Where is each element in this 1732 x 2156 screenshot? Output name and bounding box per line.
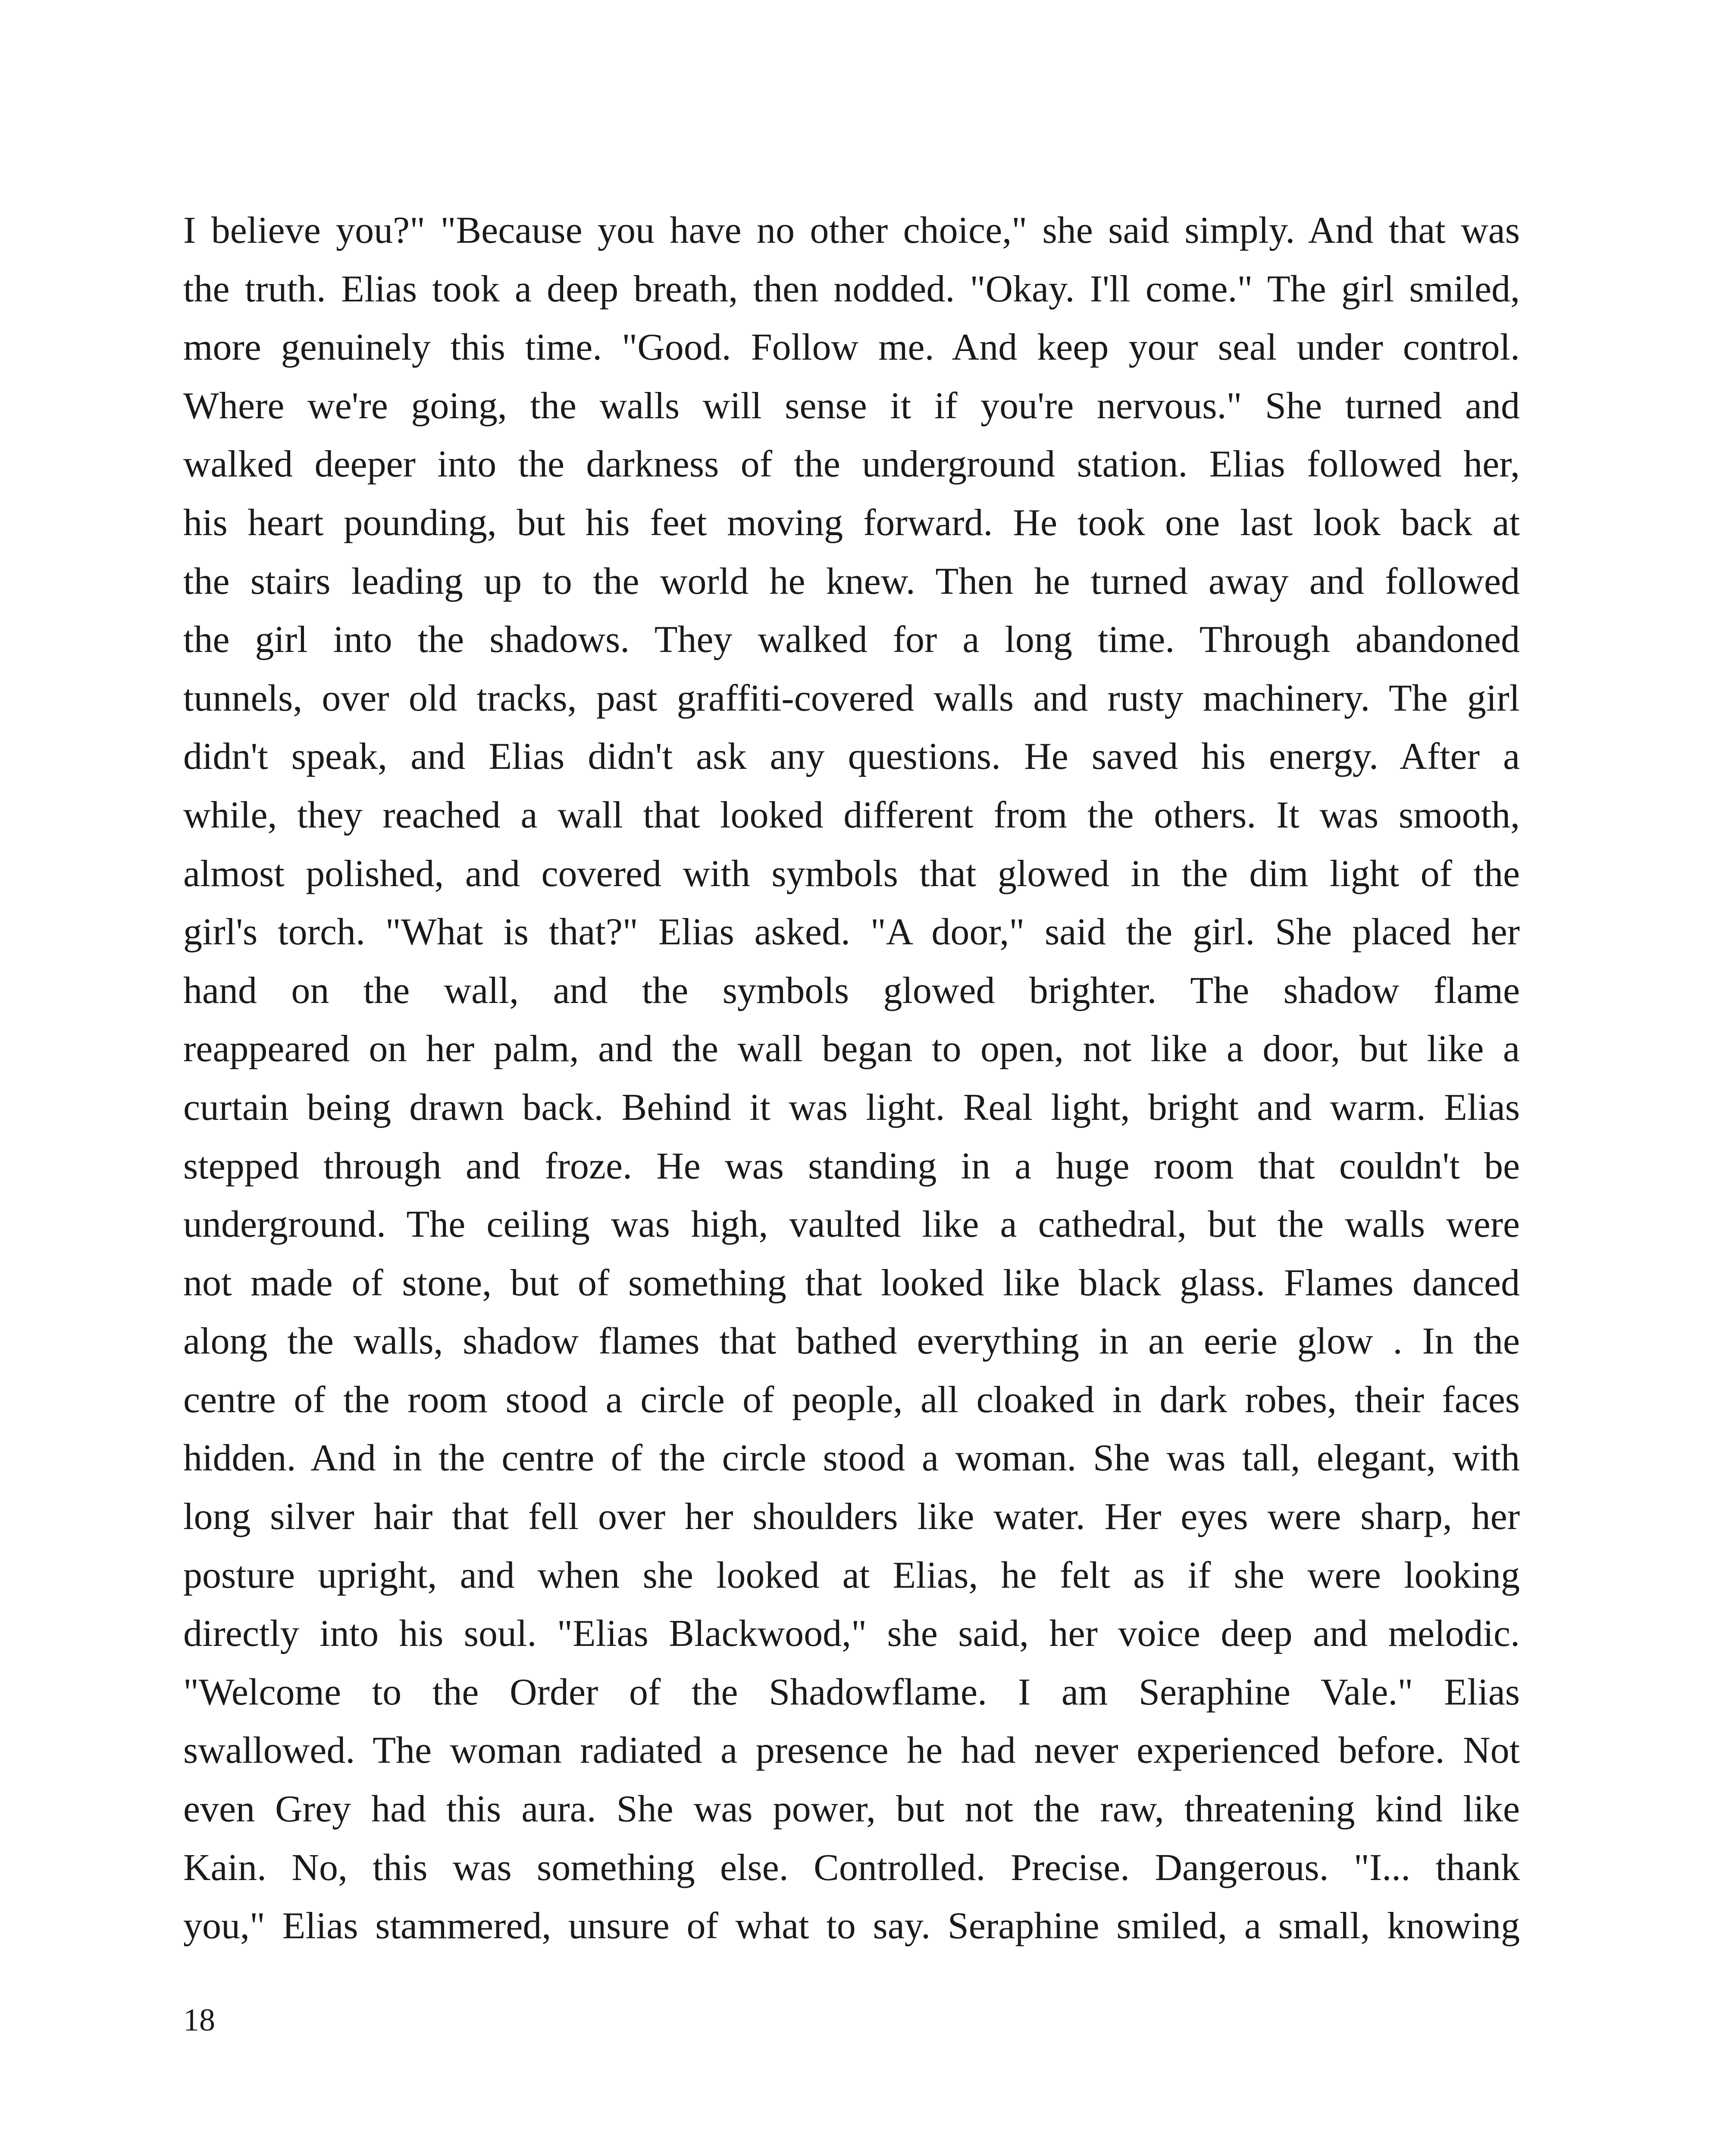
text-line: more genuinely this time. "Good. Follow me. And keep your seal under control. — [183, 326, 1520, 369]
text-line: didn't speak, and Elias didn't ask any questions. He saved his energy. After a — [183, 736, 1520, 778]
text-line: the girl into the shadows. They walked for a long time. Through abandoned — [183, 619, 1520, 661]
text-line: tunnels, over old tracks, past graffiti-covered walls and rusty machinery. The girl — [183, 677, 1520, 719]
text-line: hidden. And in the centre of the circle stood a woman. She was tall, elegant, with — [183, 1437, 1520, 1479]
text-line: "Welcome to the Order of the Shadowflame. I am Seraphine Vale." Elias — [183, 1671, 1520, 1713]
text-line: not made of stone, but of something that looked like black glass. Flames danced — [183, 1262, 1520, 1304]
text-line: underground. The ceiling was high, vaulted like a cathedral, but the walls were — [183, 1203, 1520, 1246]
text-line: reappeared on her palm, and the wall began to open, not like a door, but like a — [183, 1028, 1520, 1070]
text-line: directly into his soul. "Elias Blackwood," she said, her voice deep and melodic. — [183, 1613, 1520, 1655]
text-line: hand on the wall, and the symbols glowed brighter. The shadow flame — [183, 969, 1520, 1012]
text-line: even Grey had this aura. She was power, but not the raw, threatening kind like — [183, 1788, 1520, 1830]
text-line: I believe you?" "Because you have no other choice," she said simply. And that was — [183, 210, 1520, 251]
body-text — [183, 201, 1520, 1955]
text-line: the truth. Elias took a deep breath, then nodded. "Okay. I'll come." The girl smiled, — [183, 268, 1520, 310]
text-line: girl's torch. "What is that?" Elias asked. "A door," said the girl. She placed her — [183, 911, 1520, 953]
text-line: posture upright, and when she looked at Elias, he felt as if she were looking — [183, 1554, 1520, 1596]
text-line: his heart pounding, but his feet moving forward. He took one last look back at — [183, 501, 1520, 544]
text-line: stepped through and froze. He was standing in a huge room that couldn't be — [183, 1145, 1520, 1187]
text-line: almost polished, and covered with symbols that glowed in the dim light of the — [183, 852, 1520, 895]
text-line: the stairs leading up to the world he knew. Then he turned away and followed — [183, 560, 1520, 602]
page-number: 18 — [183, 2002, 215, 2038]
text-line: along the walls, shadow flames that bathed everything in an eerie glow . In the — [183, 1320, 1520, 1363]
text-line: Where we're going, the walls will sense it if you're nervous." She turned and — [183, 385, 1520, 427]
text-line: long silver hair that fell over her shoulders like water. Her eyes were sharp, her — [183, 1496, 1520, 1538]
text-line: curtain being drawn back. Behind it was light. Real light, bright and warm. Elias — [183, 1086, 1520, 1128]
text-line: you," Elias stammered, unsure of what to say. Seraphine smiled, a small, knowing — [183, 1905, 1520, 1947]
text-line: Kain. No, this was something else. Controlled. Precise. Dangerous. "I... thank — [183, 1846, 1520, 1889]
text-line: centre of the room stood a circle of people, all cloaked in dark robes, their faces — [183, 1379, 1520, 1421]
text-line: walked deeper into the darkness of the underground station. Elias followed her, — [183, 443, 1520, 486]
text-line: swallowed. The woman radiated a presence he had never experienced before. Not — [183, 1730, 1520, 1772]
text-line: while, they reached a wall that looked different from the others. It was smooth, — [183, 794, 1520, 836]
